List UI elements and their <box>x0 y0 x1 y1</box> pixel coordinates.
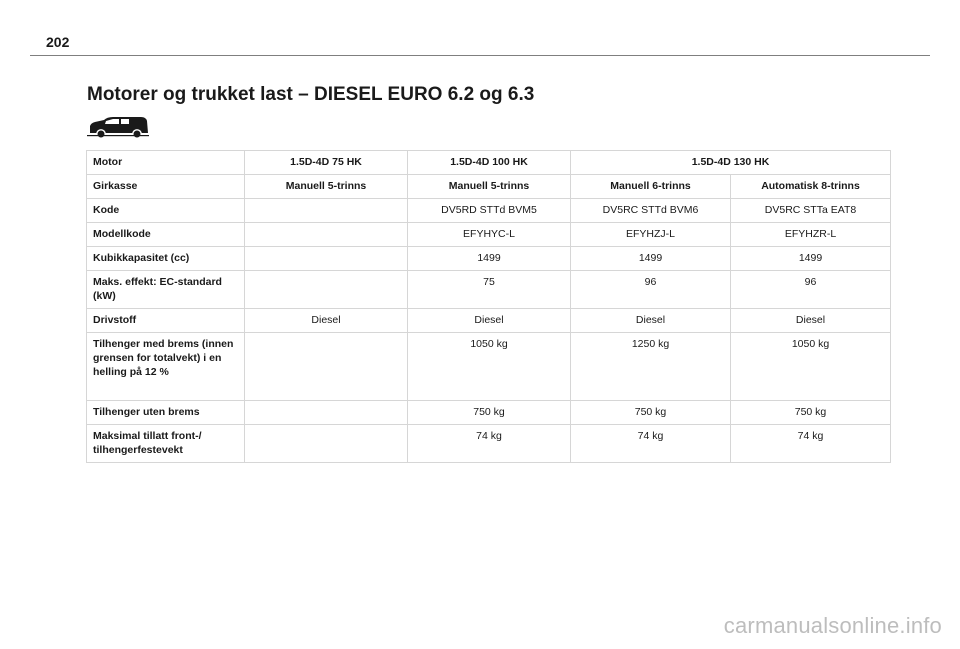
cell-value: Diesel <box>408 309 571 333</box>
cell-value: 1499 <box>408 247 571 271</box>
header-motor-label: Motor <box>87 151 245 175</box>
cell-value <box>245 199 408 223</box>
table-row <box>87 309 891 333</box>
cell-value <box>245 223 408 247</box>
gearbox-value: Manuell 5-trinns <box>408 175 571 199</box>
table-header-row <box>87 151 891 175</box>
gearbox-label: Girkasse <box>87 175 245 199</box>
cell-value <box>245 247 408 271</box>
cell-value: 1250 kg <box>571 333 731 401</box>
gearbox-value: Manuell 6-trinns <box>571 175 731 199</box>
table-row <box>87 401 891 425</box>
cell-value: 75 <box>408 271 571 309</box>
cell-value: 1499 <box>571 247 731 271</box>
engine-100-header: 1.5D-4D 100 HK <box>408 151 571 175</box>
cell-value: 750 kg <box>408 401 571 425</box>
cell-value <box>245 333 408 401</box>
watermark: carmanualsonline.info <box>723 613 942 638</box>
cell-value: 74 kg <box>571 425 731 463</box>
cell-value: 96 <box>731 271 891 309</box>
cell-value <box>245 425 408 463</box>
page-number: 202 <box>46 34 70 50</box>
row-label: Maks. effekt: EC-standard (kW) <box>87 271 245 309</box>
van-icon <box>87 115 149 139</box>
cell-value <box>245 401 408 425</box>
cell-value: 96 <box>571 271 731 309</box>
cell-value: DV5RC STTa EAT8 <box>731 199 891 223</box>
table-row <box>87 199 891 223</box>
cell-value: Diesel <box>245 309 408 333</box>
cell-value: 750 kg <box>731 401 891 425</box>
gearbox-value: Automatisk 8-trinns <box>731 175 891 199</box>
row-label: Maksimal tillatt front-/ tilhengerfestevekt <box>87 425 245 463</box>
table-row <box>87 223 891 247</box>
cell-value: 1499 <box>731 247 891 271</box>
table-row <box>87 247 891 271</box>
cell-value: EFYHYC-L <box>408 223 571 247</box>
cell-value: 1050 kg <box>731 333 891 401</box>
header-divider <box>30 55 930 56</box>
row-label: Drivstoff <box>87 309 245 333</box>
row-label: Modellkode <box>87 223 245 247</box>
row-label: Kubikkapasitet (cc) <box>87 247 245 271</box>
table-row <box>87 271 891 309</box>
cell-value: Diesel <box>571 309 731 333</box>
cell-value: DV5RC STTd BVM6 <box>571 199 731 223</box>
row-label: Tilhenger med brems (innen grensen for totalvekt) i en helling på 12 % <box>87 333 245 401</box>
page-title: Motorer og trukket last – DIESEL EURO 6.2 og 6.3 <box>87 84 535 105</box>
table-row <box>87 333 891 401</box>
cell-value: Diesel <box>731 309 891 333</box>
cell-value: 1050 kg <box>408 333 571 401</box>
engine-spec-table <box>86 150 891 463</box>
cell-value: 74 kg <box>408 425 571 463</box>
row-label: Kode <box>87 199 245 223</box>
row-label: Tilhenger uten brems <box>87 401 245 425</box>
cell-value <box>245 271 408 309</box>
cell-value: DV5RD STTd BVM5 <box>408 199 571 223</box>
table-row <box>87 425 891 463</box>
cell-value: EFYHZR-L <box>731 223 891 247</box>
gearbox-row <box>87 175 891 199</box>
cell-value: 74 kg <box>731 425 891 463</box>
engine-75-header: 1.5D-4D 75 HK <box>245 151 408 175</box>
cell-value: EFYHZJ-L <box>571 223 731 247</box>
engine-130-header: 1.5D-4D 130 HK <box>571 151 891 175</box>
cell-value: 750 kg <box>571 401 731 425</box>
gearbox-value: Manuell 5-trinns <box>245 175 408 199</box>
